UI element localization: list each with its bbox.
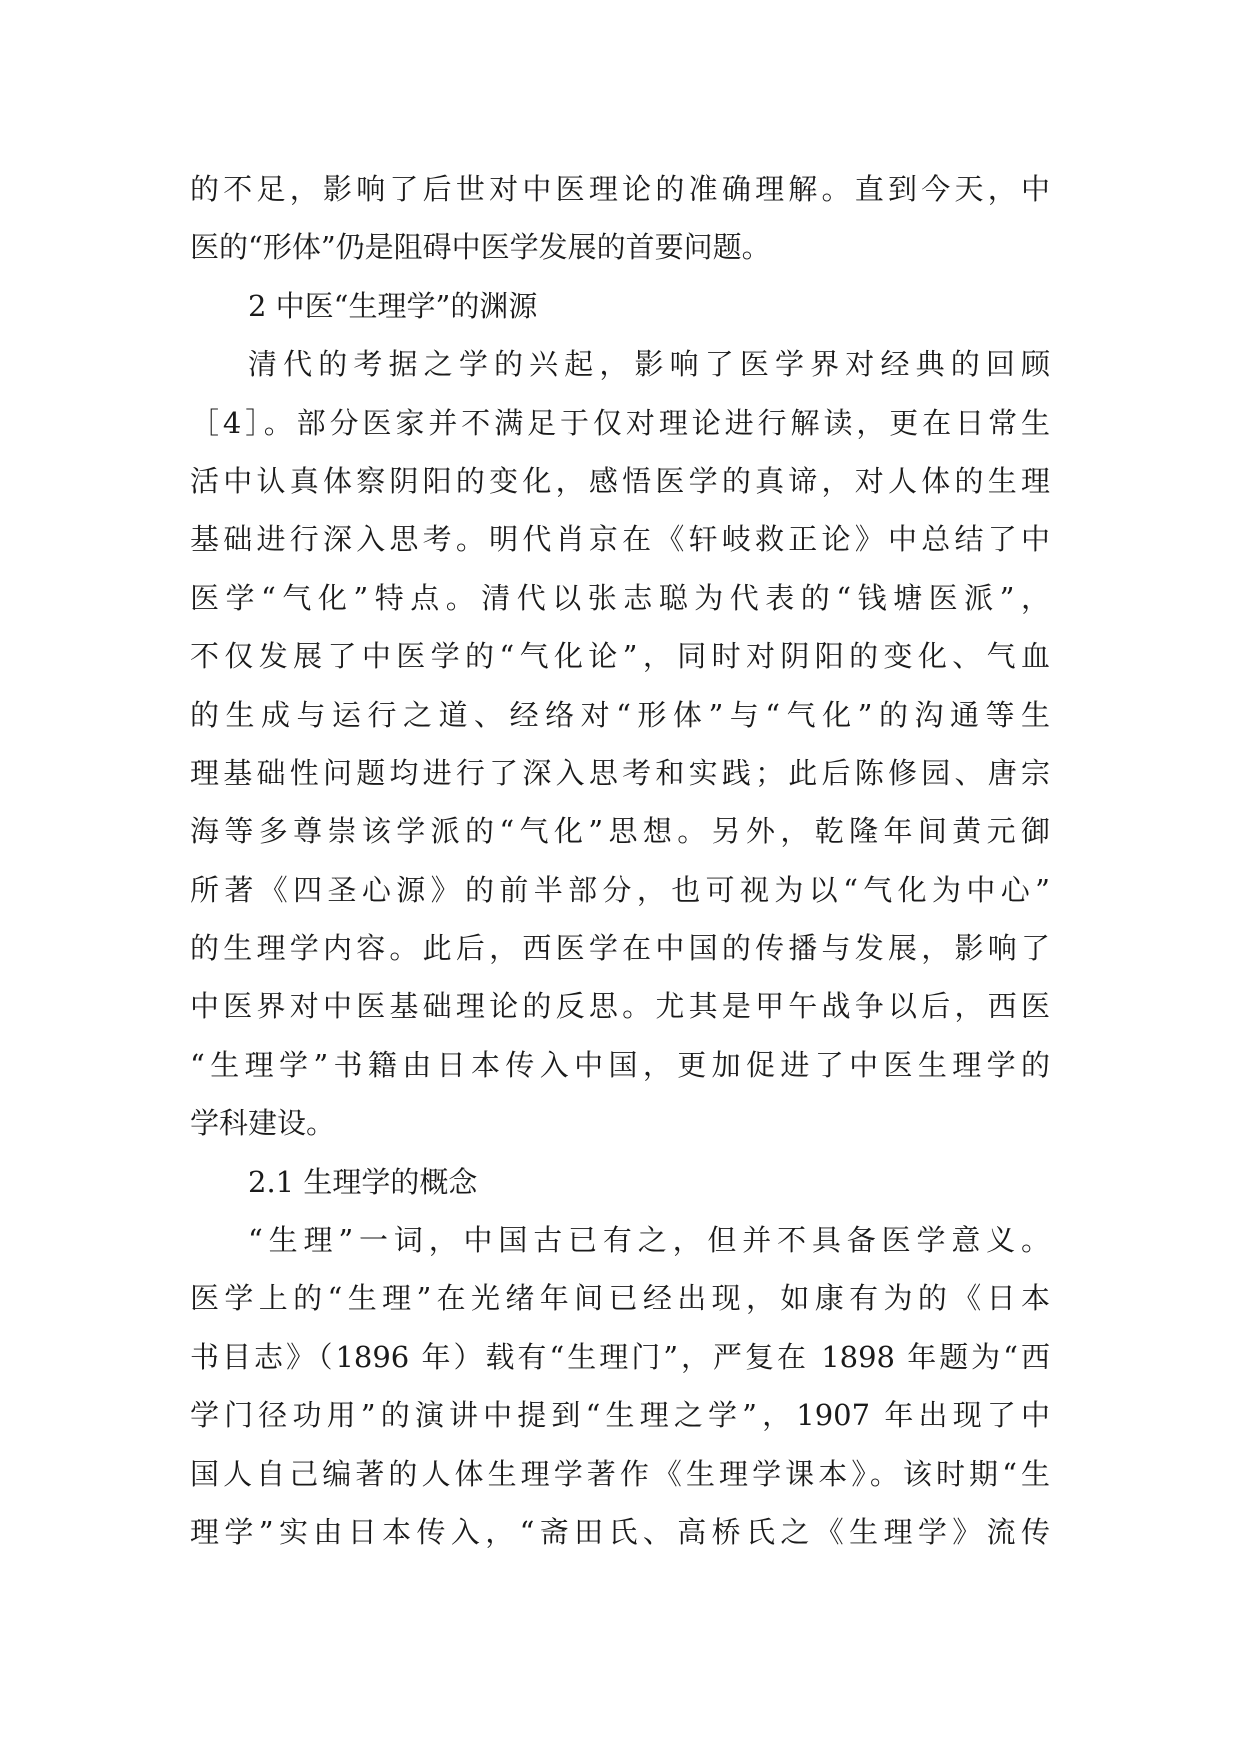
text-line: 的生理学内容。此后，西医学在中国的传播与发展，影响了 <box>190 931 1050 966</box>
text-line: 不仅发展了中医学的“气化论”，同时对阴阳的变化、气血 <box>190 639 1050 674</box>
text-line: 活中认真体察阴阳的变化，感悟医学的真谛，对人体的生理 <box>190 463 1050 498</box>
section-heading: 2 中医“生理学”的渊源 <box>248 288 538 323</box>
text-line: 的不足，影响了后世对中医理论的准确理解。直到今天，中 <box>190 172 1050 206</box>
text-line: 所著《四圣心源》的前半部分，也可视为以“气化为中心” <box>190 872 1050 907</box>
text-line: 清代的考据之学的兴起，影响了医学界对经典的回顾 <box>248 347 1050 382</box>
text-line: 海等多尊崇该学派的“气化”思想。另外，乾隆年间黄元御 <box>190 814 1050 849</box>
subsection-heading: 2.1 生理学的概念 <box>248 1164 478 1199</box>
text-line: 的生成与运行之道、经络对“形体”与“气化”的沟通等生 <box>190 697 1050 732</box>
text-line: “生理学”书籍由日本传入中国，更加促进了中医生理学的 <box>190 1047 1050 1082</box>
text-line: “生理”一词，中国古已有之，但并不具备医学意义。 <box>248 1223 1050 1258</box>
document-body <box>190 160 1050 1561</box>
text-line: 中医界对中医基础理论的反思。尤其是甲午战争以后，西医 <box>190 989 1050 1024</box>
text-line: 基础进行深入思考。明代肖京在《轩岐救正论》中总结了中 <box>190 522 1050 557</box>
text-line: 医学“气化”特点。清代以张志聪为代表的“钱塘医派”， <box>190 580 1050 615</box>
text-line: 学门径功用”的演讲中提到“生理之学”，1907 年出现了中 <box>190 1398 1050 1433</box>
text-line: 理基础性问题均进行了深入思考和实践；此后陈修园、唐宗 <box>190 755 1050 790</box>
text-line: 书目志》（1896 年）载有“生理门”，严复在 1898 年题为“西 <box>190 1339 1050 1374</box>
text-line: ［4］。部分医家并不满足于仅对理论进行解读，更在日常生 <box>190 405 1050 440</box>
text-line: 理学”实由日本传入，“斋田氏、高桥氏之《生理学》流传 <box>190 1514 1050 1549</box>
text-line: 学科建设。 <box>190 1106 336 1141</box>
text-line: 国人自己编著的人体生理学著作《生理学课本》。该时期“生 <box>190 1456 1050 1491</box>
text-line: 医的“形体”仍是阻碍中医学发展的首要问题。 <box>190 230 771 265</box>
text-line: 医学上的“生理”在光绪年间已经出现，如康有为的《日本 <box>190 1281 1050 1316</box>
